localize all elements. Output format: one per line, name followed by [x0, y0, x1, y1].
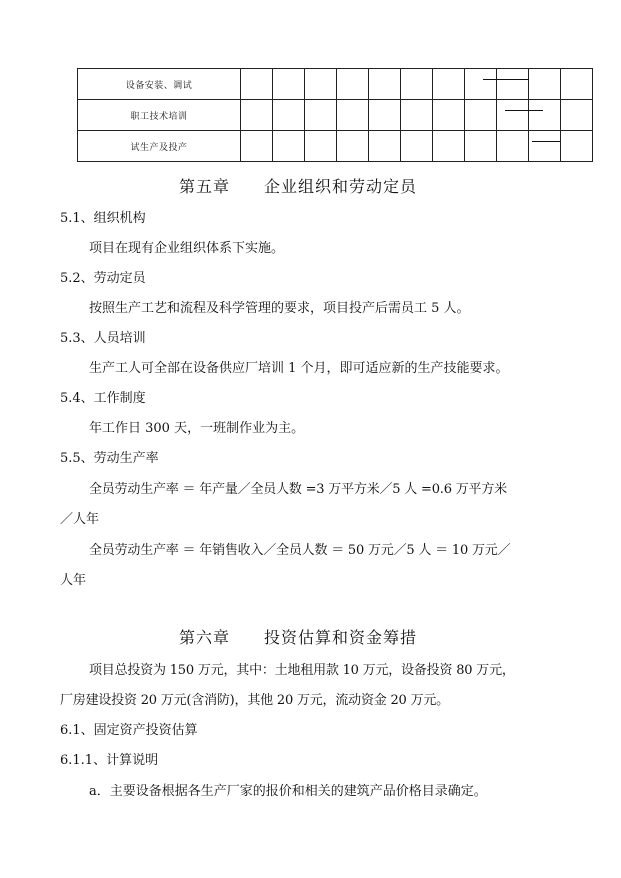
section-5-2-title: 5.2、劳动定员: [60, 271, 146, 286]
table-cell: [561, 100, 593, 131]
table-cell: [465, 69, 497, 100]
table-cell: [561, 69, 593, 100]
investment-intro-cont: 厂房建设投资 20 万元(含消防)，其他 20 万元，流动资金 20 万元。: [60, 693, 449, 708]
table-cell: [497, 69, 529, 100]
table-cell: [433, 131, 465, 162]
investment-intro: 项目总投资为 150 万元，其中：土地租用款 10 万元，设备投资 80 万元，: [89, 663, 515, 678]
table-cell: [305, 131, 337, 162]
table-cell: [529, 69, 561, 100]
table-cell: [369, 69, 401, 100]
row-label: 设备安装、调试: [78, 69, 241, 100]
chapter-5-title: 第五章 企业组织和劳动定员: [179, 177, 418, 196]
productivity-formula-1-cont: ／人年: [60, 512, 100, 527]
table-cell: [529, 131, 561, 162]
table-cell: [369, 131, 401, 162]
schedule-table: [77, 68, 593, 162]
section-5-5-title: 5.5、劳动生产率: [60, 451, 159, 466]
row-label: 职工技术培训: [78, 100, 241, 131]
table-cell: [497, 100, 529, 131]
table-row: [78, 69, 593, 100]
table-cell: [465, 131, 497, 162]
list-item-a: a．主要设备根据各生产厂家的报价和相关的建筑产品价格目录确定。: [89, 784, 487, 799]
table-cell: [337, 69, 369, 100]
table-cell: [433, 100, 465, 131]
table-cell: [273, 131, 305, 162]
table-cell: [273, 69, 305, 100]
table-cell: [241, 131, 273, 162]
productivity-formula-2-cont: 人年: [60, 573, 87, 588]
table-cell: [337, 131, 369, 162]
table-cell: [305, 69, 337, 100]
schedule-bar: [532, 141, 560, 142]
table-cell: [401, 100, 433, 131]
section-5-1-title: 5.1、组织机构: [60, 211, 146, 226]
section-5-1-text: 项目在现有企业组织体系下实施。: [89, 241, 285, 256]
table-cell: [273, 100, 305, 131]
productivity-formula-2: 全员劳动生产率 ＝ 年销售收入／全员人数 ＝ 50 万元／5 人 ＝ 10 万元／: [89, 543, 511, 558]
table-cell: [529, 100, 561, 131]
table-cell: [433, 69, 465, 100]
table-row: [78, 100, 593, 131]
table-cell: [465, 100, 497, 131]
table-cell: [401, 131, 433, 162]
section-6-1-1-title: 6.1.1、计算说明: [60, 753, 159, 768]
section-5-3-title: 5.3、人员培训: [60, 331, 146, 346]
table-row: [78, 131, 593, 162]
productivity-formula-1: 全员劳动生产率 ＝ 年产量／全员人数 =3 万平方米／5 人 =0.6 万平方米: [89, 482, 507, 497]
table-cell: [561, 131, 593, 162]
chapter-6-title: 第六章 投资估算和资金筹措: [179, 628, 418, 647]
table-cell: [241, 69, 273, 100]
table-cell: [401, 69, 433, 100]
table-cell: [369, 100, 401, 131]
table-cell: [241, 100, 273, 131]
section-5-4-title: 5.4、工作制度: [60, 391, 146, 406]
table-cell: [305, 100, 337, 131]
table-cell: [497, 131, 529, 162]
section-5-3-text: 生产工人可全部在设备供应厂培训 1 个月，即可适应新的生产技能要求。: [89, 361, 509, 376]
table-cell: [337, 100, 369, 131]
section-6-1-title: 6.1、固定资产投资估算: [60, 723, 198, 738]
row-label: 试生产及投产: [78, 131, 241, 162]
section-5-4-text: 年工作日 300 天，一班制作业为主。: [89, 421, 305, 436]
section-5-2-text: 按照生产工艺和流程及科学管理的要求，项目投产后需员工 5 人。: [89, 301, 470, 316]
